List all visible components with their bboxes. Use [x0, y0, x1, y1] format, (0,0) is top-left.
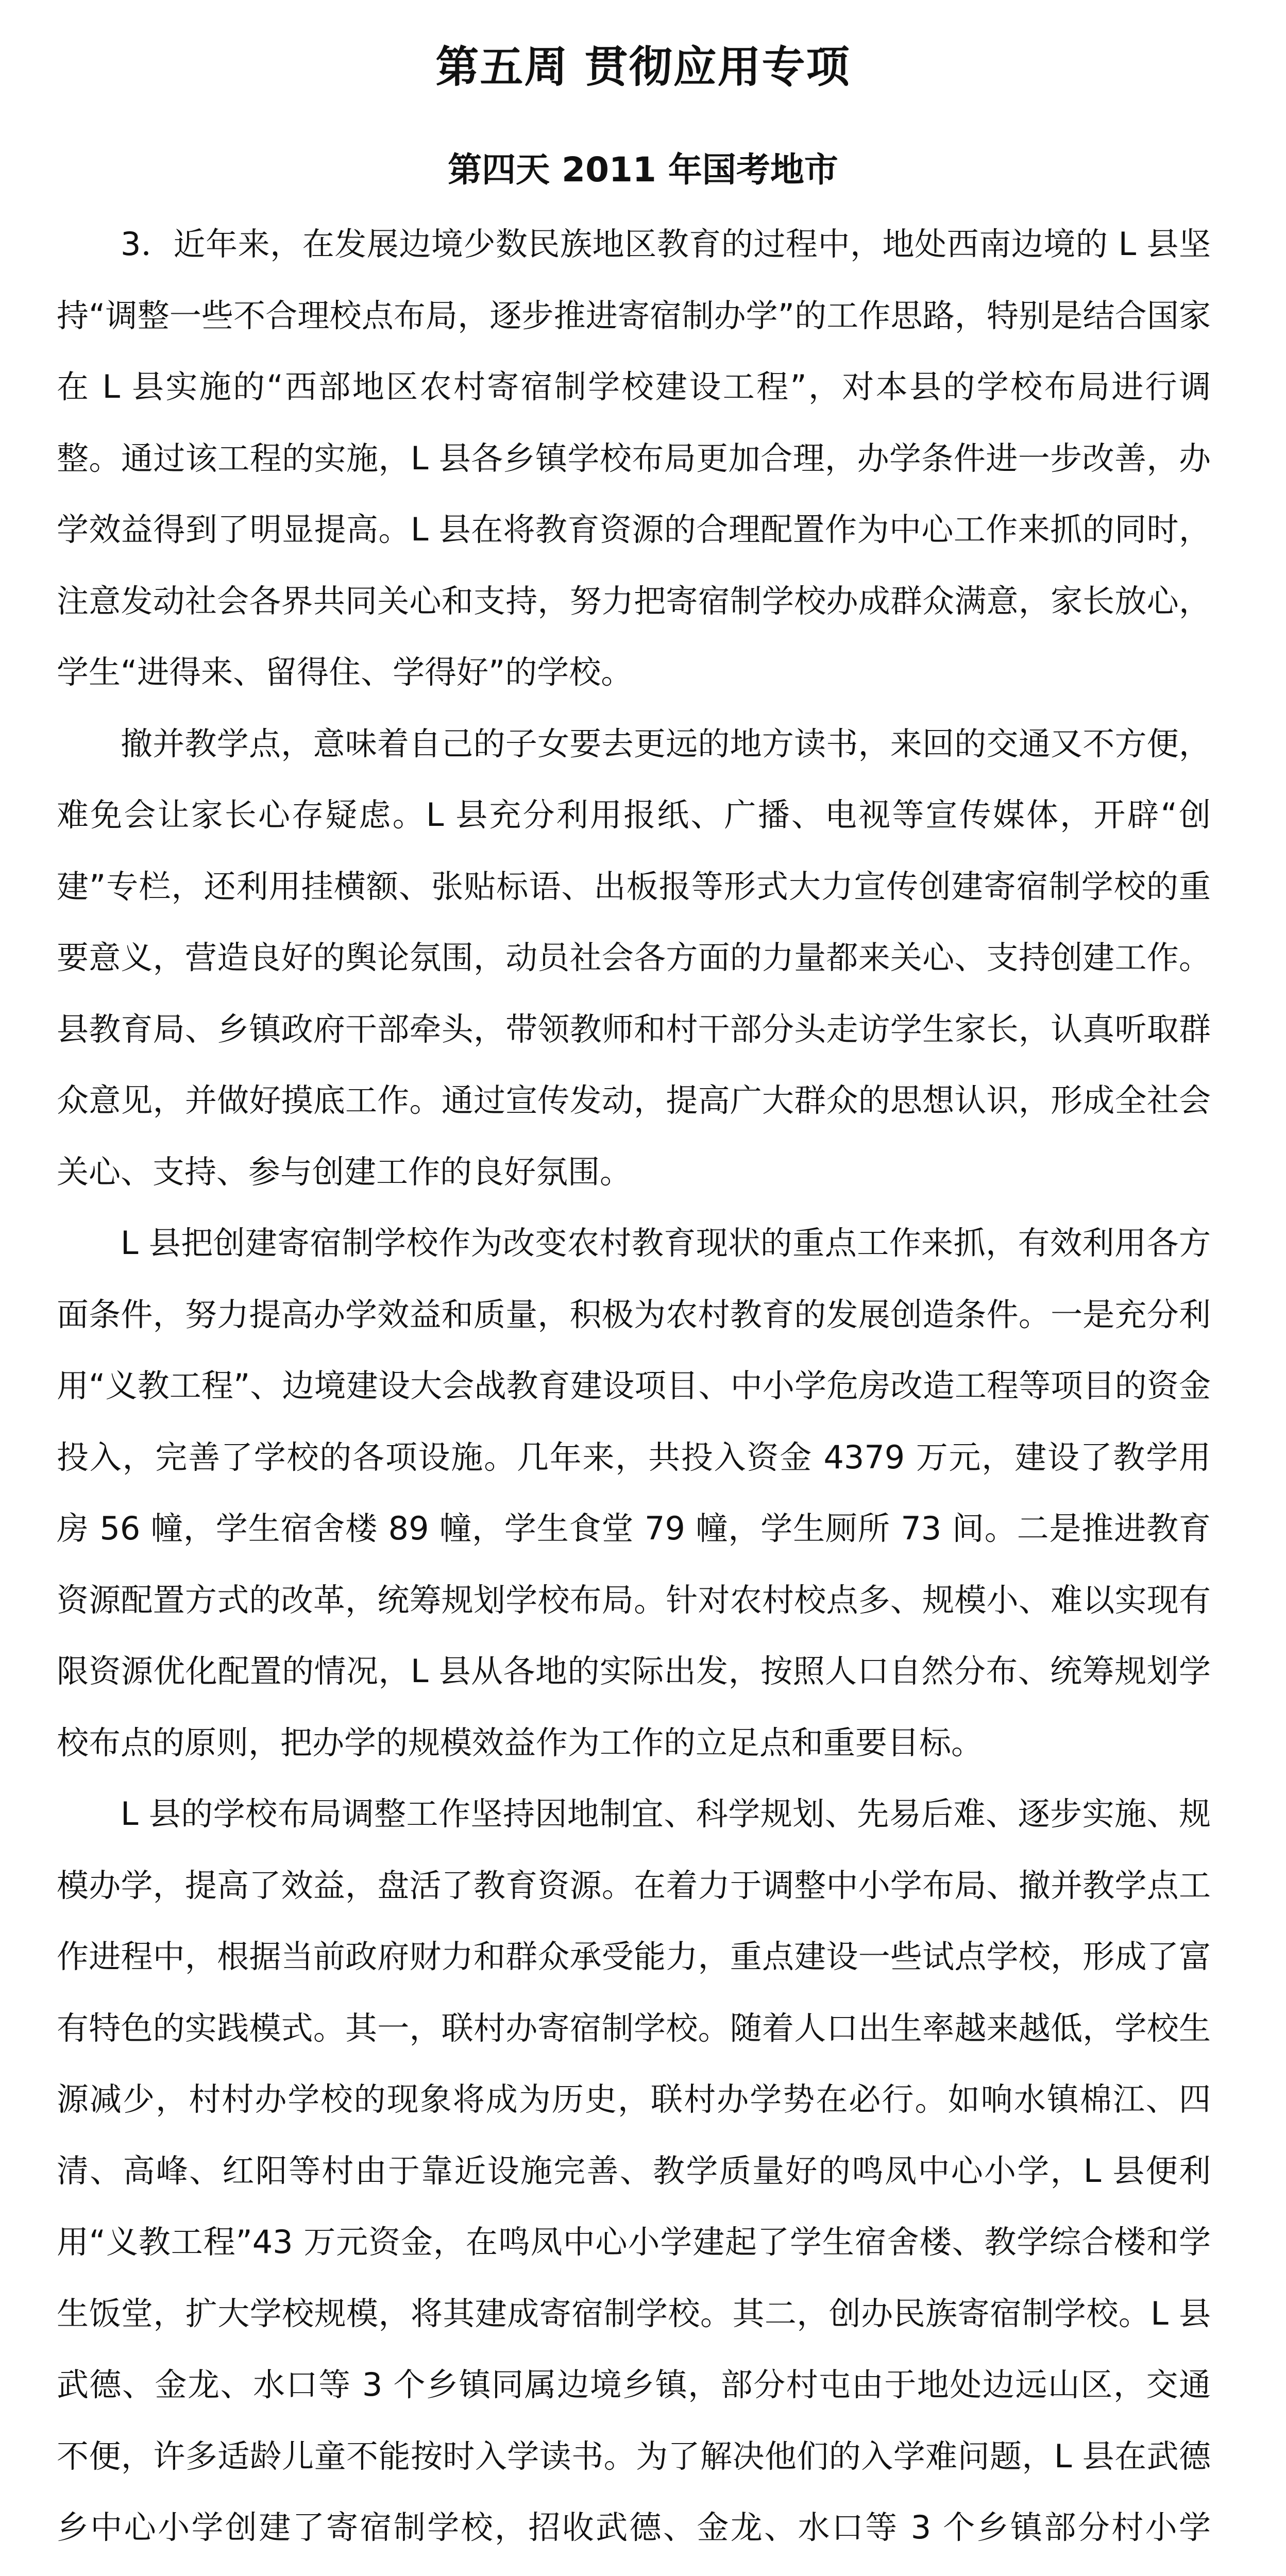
- page-subtitle: 第四天 2011 年国考地市: [448, 150, 838, 190]
- page-title: 第五周 贯彻应用专项: [435, 42, 851, 92]
- paragraph-material-3-intro: 3．近年来，在发展边境少数民族地区教育的过程中，地处西南边境的 L 县坚持“调整一些不合理校点布局，逐步推进寄宿制办学”的工作思路，特别是结合国家在 L 县实施的“西部地区农村寄宿制学校建设工程”，对本县的学校布局进行调整。通过该工程的实施，L 县各乡镇学校布局更加合理，办学条件进一步改善，办学效益得到了明显提高。L 县在将教育资源的合理配置作为中心工作来抓的同时，注意发动社会各界共同关心和支持，努力把寄宿制学校办成群众满意，家长放心，学生“进得来、留得住、学得好”的学校。: [57, 225, 1211, 691]
- paragraph-investment: L 县把创建寄宿制学校作为改变农村教育现状的重点工作来抓，有效利用各方面条件，努力提高办学效益和质量，积极为农村教育的发展创造条件。一是充分利用“义教工程”、边境建设大会战教育建设项目、中小学危房改造工程等项目的资金投入，完善了学校的各项设施。几年来，共投入资金 4379 万元，建设了教学用房 56 幢，学生宿舍楼 89 幢，学生食堂 79 幢，学生厕所 73 间。二是推进教育资源配置方式的改革，统筹规划学校布局。针对农村校点多、规模小、难以实现有限资源优化配置的情况，L 县从各地的实际出发，按照人口自然分布、统筹规划学校布点的原则，把办学的规模效益作为工作的立足点和重要目标。: [57, 1224, 1211, 1761]
- document-body: [57, 209, 1211, 2576]
- paragraph-publicity: 撤并教学点，意味着自己的子女要去更远的地方读书，来回的交通又不方便，难免会让家长心存疑虑。L 县充分利用报纸、广播、电视等宣传媒体，开辟“创建”专栏，还利用挂横额、张贴标语、出板报等形式大力宣传创建寄宿制学校的重要意义，营造良好的舆论氛围，动员社会各方面的力量都来关心、支持创建工作。县教育局、乡镇政府干部牵头，带领教师和村干部分头走访学生家长，认真听取群众意见，并做好摸底工作。通过宣传发动，提高广大群众的思想认识，形成全社会关心、支持、参与创建工作的良好氛围。: [57, 724, 1211, 1191]
- paragraph-layout-adjustment: L 县的学校布局调整工作坚持因地制宜、科学规划、先易后难、逐步实施、规模办学，提高了效益，盘活了教育资源。在着力于调整中小学布局、撤并教学点工作进程中，根据当前政府财力和群众承受能力，重点建设一些试点学校，形成了富有特色的实践模式。其一，联村办寄宿制学校。随着人口出生率越来越低，学校生源减少，村村办学校的现象将成为历史，联村办学势在必行。如响水镇棉江、四清、高峰、红阳等村由于靠近设施完善、教学质量好的鸣凤中心小学，L 县便利用“义教工程”43 万元资金，在鸣凤中心小学建起了学生宿舍楼、教学综合楼和学生饭堂，扩大学校规模，将其建成寄宿制学校。其二，创办民族寄宿制学校。L 县武德、金龙、水口等 3 个乡镇同属边境乡镇，部分村屯由于地处边远山区，交通不便，许多适龄儿童不能按时入学读书。为了解决他们的入学难问题，L 县在武德乡中心小学创建了寄宿制学校，招收武德、金龙、水口等 3 个乡镇部分村小学: [57, 1795, 1211, 2546]
